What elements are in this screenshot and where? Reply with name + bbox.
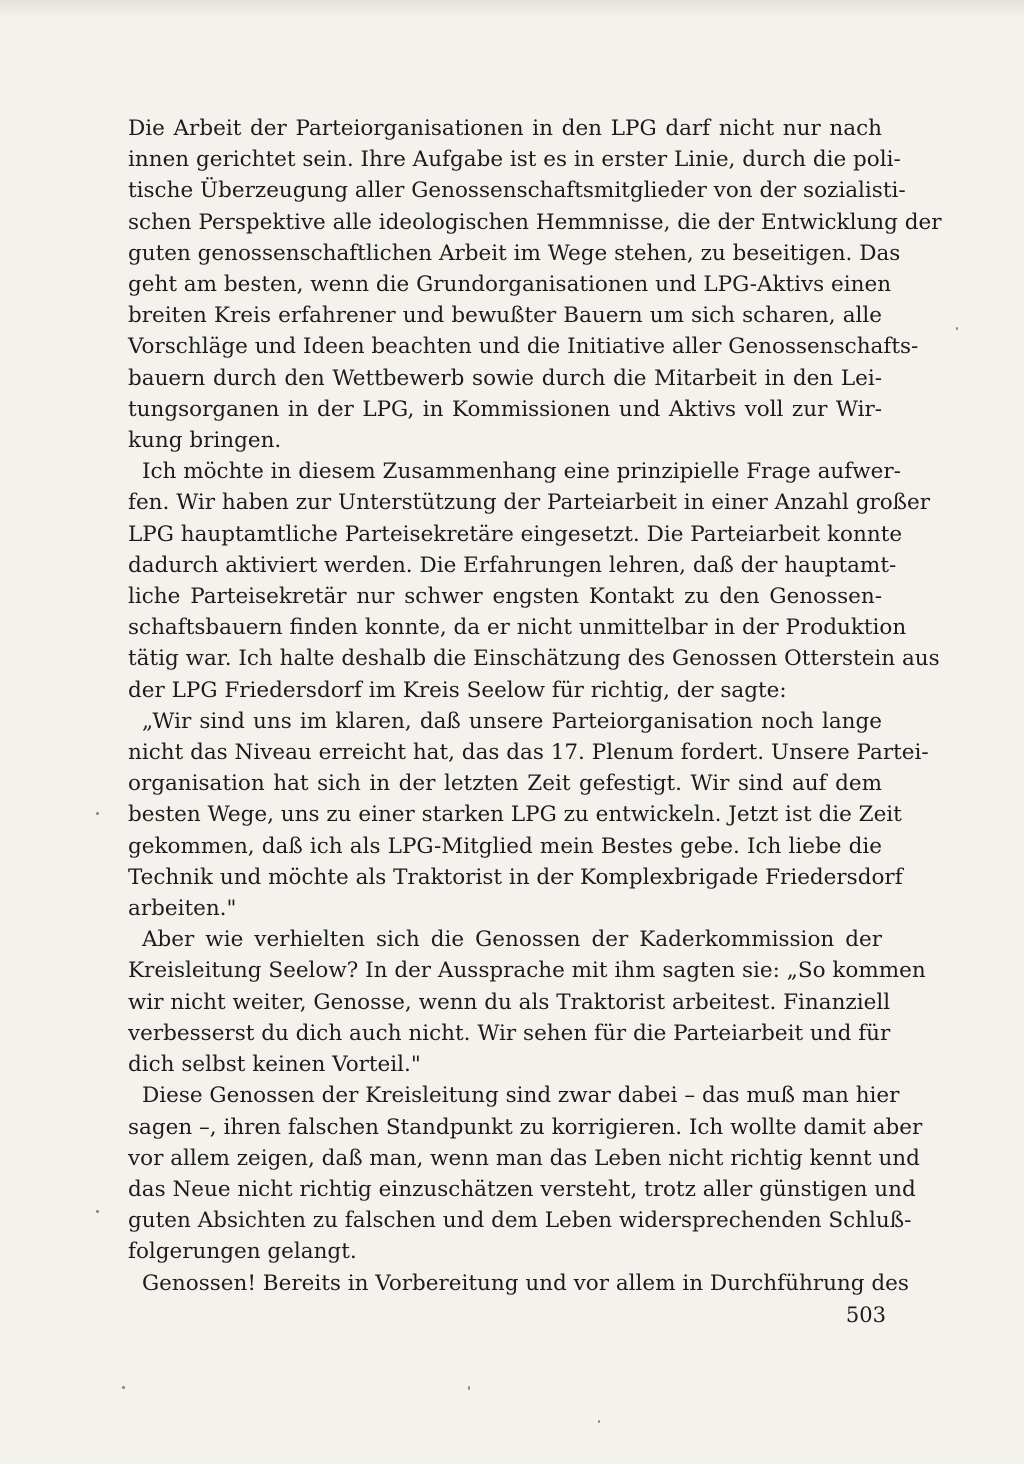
text-line: arbeiten." <box>128 896 237 922</box>
text-line: vor allem zeigen, daß man, wenn man das Leben nicht richtig kennt und <box>128 1145 920 1171</box>
scan-speck <box>96 812 99 815</box>
text-line: tätig war. Ich halte deshalb die Einschätzung des Genossen Otterstein aus <box>128 646 940 672</box>
text-line: schen Perspektive alle ideologischen Hemmnisse, die der Entwicklung der <box>128 209 942 235</box>
text-line: LPG hauptamtliche Parteisekretäre eingesetzt. Die Parteiarbeit konnte <box>128 521 903 547</box>
text-line: Vorschläge und Ideen beachten und die Initiative aller Genossenschafts- <box>128 334 919 360</box>
text-line: dadurch aktiviert werden. Die Erfahrungen lehren, daß der hauptamt- <box>128 552 897 578</box>
text-line: tungsorganen in der LPG, in Kommissionen und Aktivs voll zur Wir- <box>128 396 882 422</box>
text-line: das Neue nicht richtig einzuschätzen versteht, trotz aller günstigen und <box>128 1176 916 1202</box>
page-number: 503 <box>845 1303 886 1327</box>
scan-speck <box>598 1420 600 1423</box>
text-line: folgerungen gelangt. <box>128 1239 357 1265</box>
text-line: Technik und möchte als Traktorist in der Komplexbrigade Friedersdorf <box>128 864 903 890</box>
text-line: guten genossenschaftlichen Arbeit im Wege stehen, zu beseitigen. Das <box>128 240 901 266</box>
text-line: organisation hat sich in der letzten Zeit gefestigt. Wir sind auf dem <box>128 771 882 797</box>
text-line: Ich möchte in diesem Zusammenhang eine prinzipielle Frage aufwer- <box>142 459 901 485</box>
body-text <box>128 113 942 1299</box>
text-line: breiten Kreis erfahrener und bewußter Bauern um sich scharen, alle <box>128 303 882 329</box>
text-line: schaftsbauern finden konnte, da er nicht unmittelbar in der Produktion <box>128 615 907 641</box>
scan-speck <box>956 327 958 330</box>
text-line: Kreisleitung Seelow? In der Aussprache mit ihm sagten sie: „So kommen <box>128 958 926 984</box>
text-line: gekommen, daß ich als LPG-Mitglied mein Bestes gebe. Ich liebe die <box>128 833 882 859</box>
text-line: kung bringen. <box>128 428 282 454</box>
text-line: Genossen! Bereits in Vorbereitung und vor allem in Durchführung des <box>142 1270 909 1296</box>
text-line: dich selbst keinen Vorteil." <box>128 1052 421 1078</box>
text-line: der LPG Friedersdorf im Kreis Seelow für richtig, der sagte: <box>128 677 787 703</box>
text-line: „Wir sind uns im klaren, daß unsere Parteiorganisation noch lange <box>142 708 882 734</box>
paragraph-2 <box>128 456 940 706</box>
text-line: Die Arbeit der Parteiorganisationen in den LPG darf nicht nur nach <box>128 116 882 141</box>
paragraph-4 <box>128 924 926 1080</box>
text-line: Aber wie verhielten sich die Genossen der Kaderkommission der <box>142 927 882 953</box>
text-line: nicht das Niveau erreicht hat, das das 17. Plenum fordert. Unsere Partei- <box>128 740 929 766</box>
paragraph-1 <box>128 113 942 456</box>
scan-speck <box>122 1386 125 1389</box>
text-line: fen. Wir haben zur Unterstützung der Parteiarbeit in einer Anzahl großer <box>128 490 931 516</box>
scan-speck <box>468 1386 470 1390</box>
scan-speck <box>96 1210 99 1213</box>
text-line: besten Wege, uns zu einer starken LPG zu entwickeln. Jetzt ist die Zeit <box>128 802 902 828</box>
text-line: innen gerichtet sein. Ihre Aufgabe ist es in erster Linie, durch die poli- <box>128 147 901 173</box>
text-line: geht am besten, wenn die Grundorganisationen und LPG-Aktivs einen <box>128 272 892 298</box>
text-line: sagen –, ihren falschen Standpunkt zu korrigieren. Ich wollte damit aber <box>128 1114 923 1140</box>
text-line: liche Parteisekretär nur schwer engsten Kontakt zu den Genossen- <box>128 584 882 610</box>
text-line: guten Absichten zu falschen und dem Leben widersprechenden Schluß- <box>128 1208 912 1234</box>
paragraph-5 <box>128 1080 923 1267</box>
paragraph-3 <box>128 706 929 924</box>
paragraph-6 <box>128 1268 909 1299</box>
text-line: wir nicht weiter, Genosse, wenn du als Traktorist arbeitest. Finanziell <box>128 989 891 1015</box>
text-line: bauern durch den Wettbewerb sowie durch die Mitarbeit in den Lei- <box>128 365 882 391</box>
text-line: Diese Genossen der Kreisleitung sind zwar dabei – das muß man hier <box>142 1083 900 1109</box>
text-line: verbesserst du dich auch nicht. Wir sehen für die Parteiarbeit und für <box>128 1020 891 1046</box>
text-line: tische Überzeugung aller Genossenschaftsmitglieder von der sozialisti- <box>128 178 906 204</box>
